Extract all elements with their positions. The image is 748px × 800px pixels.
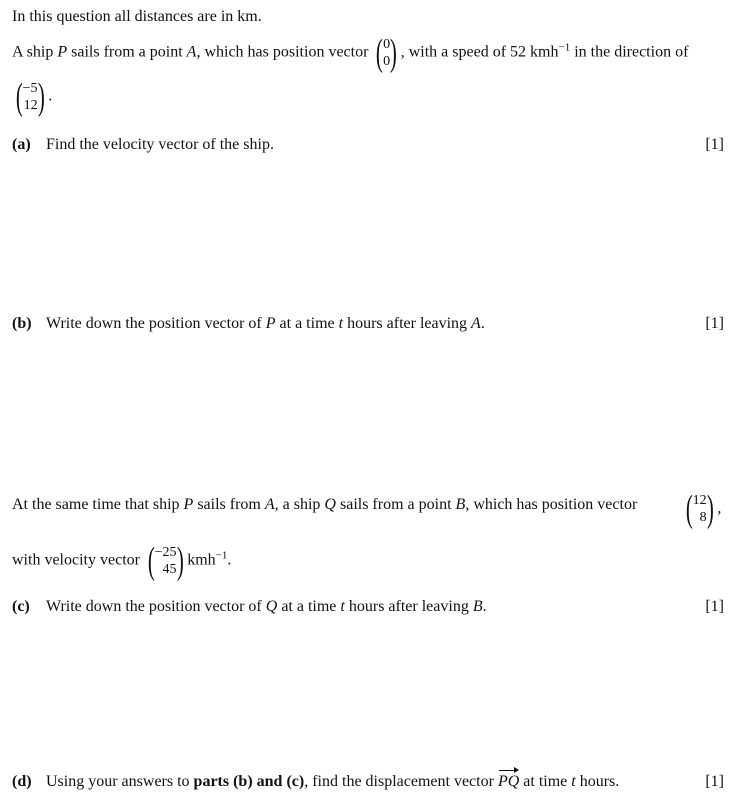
- position-vector-a: ( 0 0 ): [376, 32, 397, 74]
- ship-q-statement: At the same time that ship P sails from A, a ship Q sails from a point B, which has position vector: [12, 496, 638, 513]
- question-c-label: (c): [12, 598, 30, 615]
- question-d: (d) Using your answers to parts (b) and (c), find the displacement vector PQ at time t hours.: [12, 773, 620, 790]
- question-c: (c) Write down the position vector of Q at a time t hours after leaving B.: [12, 598, 487, 615]
- position-vector-b: ( 12 8 ): [685, 488, 714, 530]
- question-a: (a) Find the velocity vector of the ship.: [12, 136, 274, 153]
- question-b-marks: [1]: [705, 315, 724, 332]
- vector-pq: PQ: [497, 773, 520, 790]
- velocity-vector-q: ( −25 45 ): [147, 540, 184, 582]
- question-d-marks: [1]: [705, 773, 724, 790]
- question-d-label: (d): [12, 773, 32, 790]
- ship-p-direction: ( −5 12 ) .: [12, 78, 52, 116]
- intro-text: In this question all distances are in km.: [12, 8, 262, 25]
- question-a-label: (a): [12, 136, 31, 153]
- question-c-marks: [1]: [705, 598, 724, 615]
- ship-p-statement: A ship P sails from a point A, which has position vector ( 0 0 ) , with a speed of 52 kmh$^{-1}$ in the direction of: [12, 32, 689, 74]
- question-b: (b) Write down the position vector of P at a time t hours after leaving A.: [12, 315, 485, 332]
- direction-vector: ( −5 12 ): [15, 76, 45, 118]
- question-a-marks: [1]: [705, 136, 724, 153]
- question-b-label: (b): [12, 315, 32, 332]
- position-vector-b-wrap: ( 12 8 ) ,: [682, 490, 721, 528]
- ship-q-velocity: with velocity vector ( −25 45 ) kmh$^{-1}$.: [12, 540, 232, 582]
